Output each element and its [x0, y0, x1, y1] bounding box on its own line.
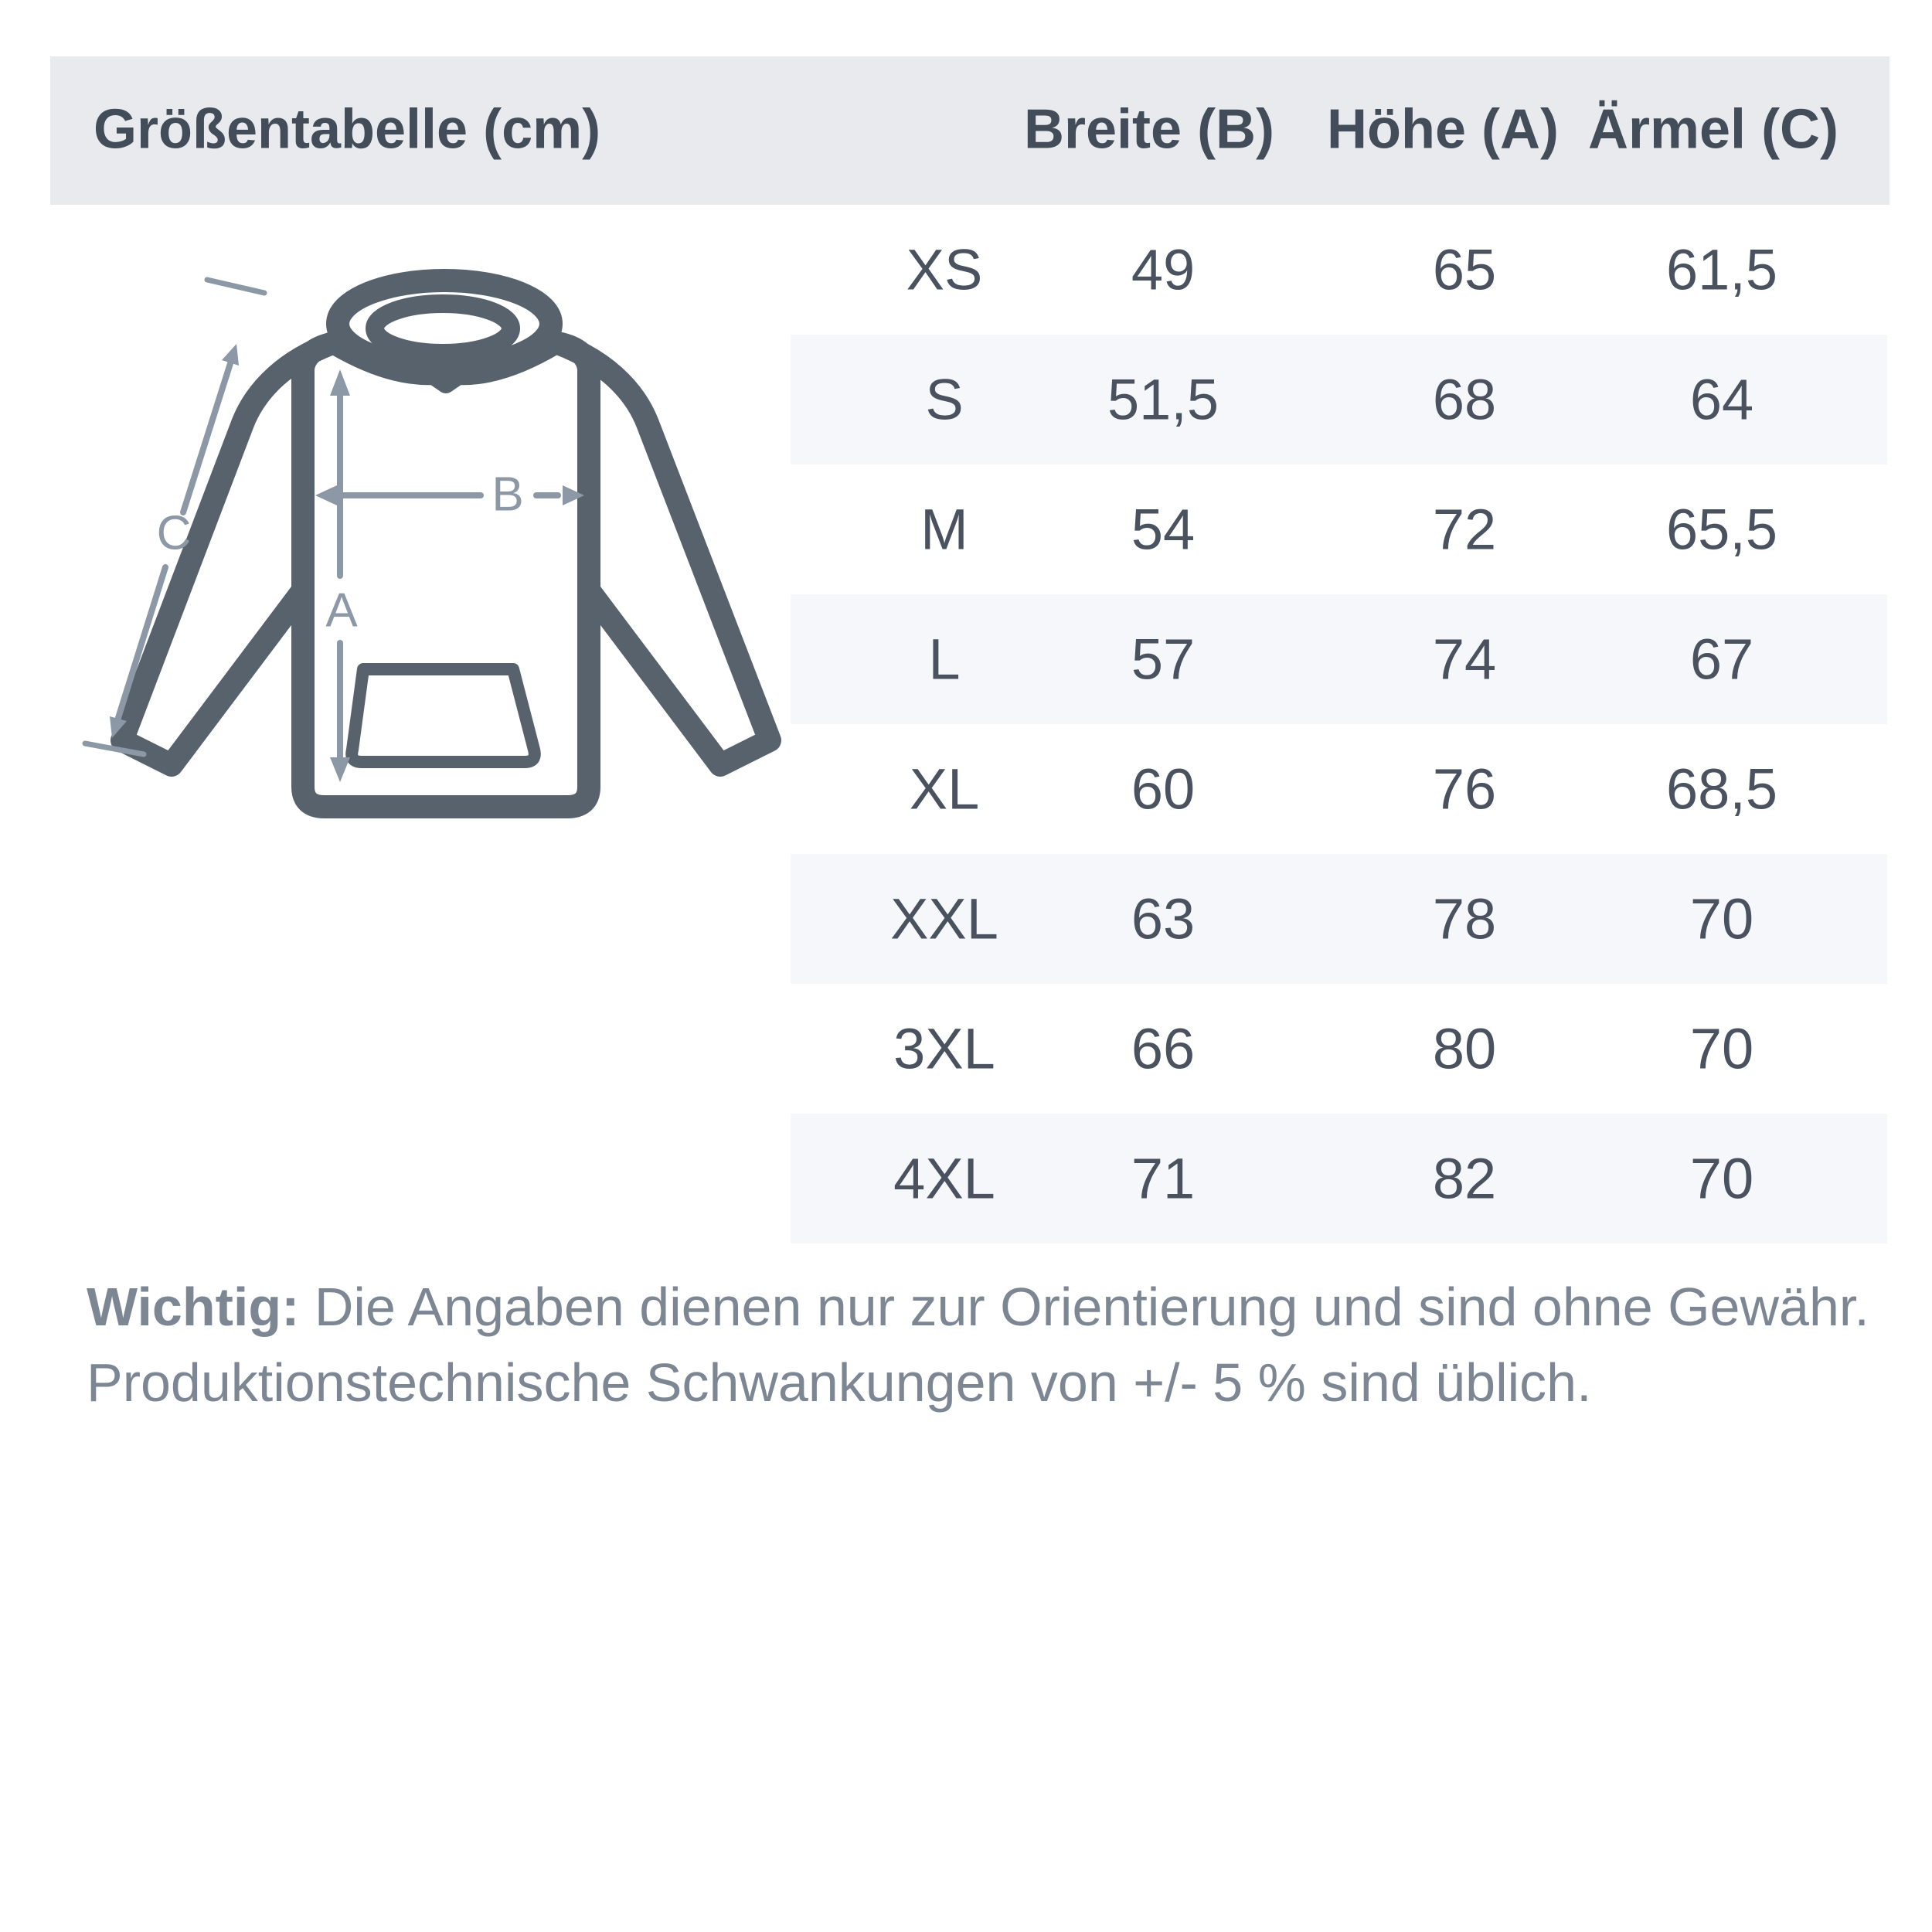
page-title: Größentabelle (cm)	[94, 98, 601, 161]
size-label: 3XL	[893, 1016, 995, 1081]
breite-value: 66	[1131, 1016, 1196, 1081]
aermel-value: 67	[1689, 627, 1754, 692]
size-label: 4XL	[893, 1146, 995, 1211]
size-label: XL	[909, 757, 980, 821]
breite-value: 49	[1131, 237, 1196, 302]
table-row-4xl	[791, 1114, 1887, 1243]
table-header-bar	[50, 56, 1889, 205]
size-label: L	[928, 627, 961, 692]
hoehe-value: 78	[1432, 886, 1497, 951]
column-header-hoehe: Höhe (A)	[1327, 98, 1559, 161]
size-label: M	[920, 497, 968, 562]
table-row-3xl	[791, 984, 1887, 1114]
breite-value: 71	[1131, 1146, 1196, 1211]
hoehe-value: 82	[1432, 1146, 1497, 1211]
size-label: S	[925, 367, 964, 432]
table-row-m	[791, 464, 1887, 594]
aermel-value: 61,5	[1665, 237, 1778, 302]
column-header-aermel: Ärmel (C)	[1587, 98, 1839, 161]
hoehe-value: 68	[1432, 367, 1497, 432]
dimension-c-label: C	[156, 506, 192, 560]
hoehe-value: 72	[1432, 497, 1497, 562]
disclaimer-important-label: Wichtig:	[87, 1277, 300, 1337]
hoehe-value: 74	[1432, 627, 1497, 692]
dimension-a-label: A	[325, 583, 358, 638]
aermel-value: 70	[1689, 1016, 1754, 1081]
disclaimer-line-2: Produktionstechnische Schwankungen von +/- 5 % sind üblich.	[87, 1352, 1592, 1413]
disclaimer-line-1	[87, 1276, 1869, 1338]
hoodie-outline-icon	[122, 281, 770, 807]
size-label: XS	[906, 237, 983, 302]
table-row-l	[791, 594, 1887, 724]
table-row-xl	[791, 724, 1887, 854]
breite-value: 54	[1131, 497, 1196, 562]
size-table	[791, 205, 1887, 1243]
hoehe-value: 65	[1432, 237, 1497, 302]
table-row-xs	[791, 205, 1887, 335]
table-row-xxl	[791, 854, 1887, 984]
size-label: XXL	[890, 886, 998, 951]
aermel-value: 64	[1689, 367, 1754, 432]
aermel-value: 70	[1689, 886, 1754, 951]
hoehe-value: 80	[1432, 1016, 1497, 1081]
aermel-value: 65,5	[1665, 497, 1778, 562]
breite-value: 60	[1131, 757, 1196, 821]
disclaimer-text-1: Die Angaben dienen nur zur Orientierung und sind ohne Gewähr.	[299, 1277, 1869, 1337]
breite-value: 57	[1131, 627, 1196, 692]
dimension-b-arrow	[315, 468, 584, 522]
aermel-value: 70	[1689, 1146, 1754, 1211]
table-row-s	[791, 335, 1887, 464]
aermel-value: 68,5	[1665, 757, 1778, 821]
column-header-breite: Breite (B)	[1023, 98, 1275, 161]
breite-value: 63	[1131, 886, 1196, 951]
dimension-b-label: B	[492, 468, 524, 522]
hoehe-value: 76	[1432, 757, 1497, 821]
breite-value: 51,5	[1107, 367, 1219, 432]
